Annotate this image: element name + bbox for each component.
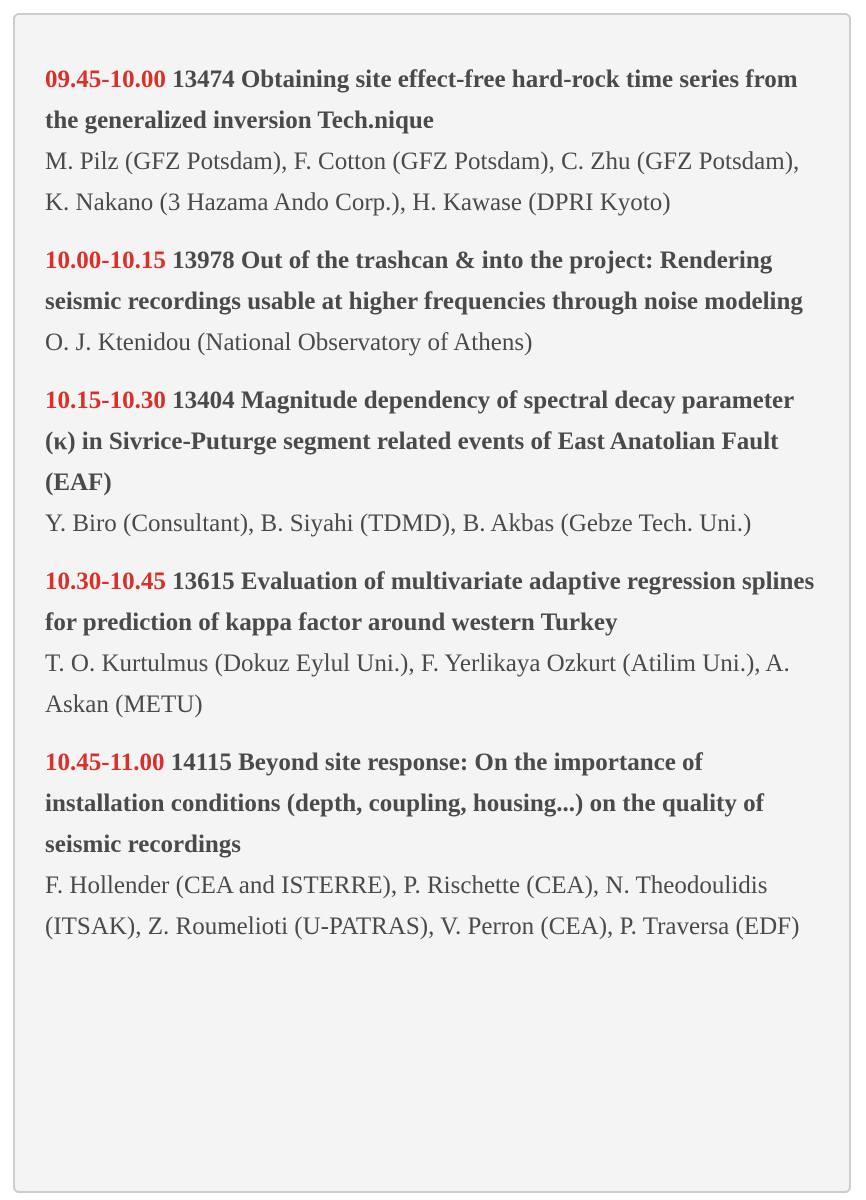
- entry-heading: [45, 561, 819, 643]
- entry-heading: [45, 742, 819, 865]
- entry-time: 10.00-10.15: [45, 247, 166, 274]
- entry-title: Out of the trashcan & into the project: Rendering seismic recordings usable at higher frequencies through noise modeling: [45, 247, 803, 315]
- entry-time: 10.30-10.45: [45, 568, 166, 595]
- entry-authors: O. J. Ktenidou (National Observatory of Athens): [45, 329, 533, 356]
- entry-heading: [45, 380, 819, 503]
- schedule-entry: [45, 59, 819, 223]
- entry-authors: Y. Biro (Consultant), B. Siyahi (TDMD), B. Akbas (Gebze Tech. Uni.): [45, 510, 752, 537]
- entry-title: Beyond site response: On the importance of installation conditions (depth, coupling, housing...) on the quality of seismic recordings: [45, 749, 764, 858]
- schedule-entry: [45, 240, 819, 363]
- entry-authors: T. O. Kurtulmus (Dokuz Eylul Uni.), F. Yerlikaya Ozkurt (Atilim Uni.), A. Askan (METU): [45, 650, 790, 718]
- entry-time: 10.45-11.00: [45, 749, 165, 776]
- entry-title: Evaluation of multivariate adaptive regression splines for prediction of kappa factor around western Turkey: [45, 568, 815, 636]
- entry-id: 13978: [172, 247, 235, 274]
- entry-heading: [45, 240, 819, 322]
- entry-time: 09.45-10.00: [45, 66, 166, 93]
- schedule-entry: [45, 742, 819, 947]
- entry-id: 13474: [172, 66, 235, 93]
- entry-id: 14115: [170, 749, 232, 776]
- entry-heading: [45, 59, 819, 141]
- entry-id: 13615: [172, 568, 235, 595]
- entry-title: Magnitude dependency of spectral decay parameter (κ) in Sivrice-Puturge segment related events of East Anatolian Fault (EAF): [45, 387, 794, 496]
- entry-title: Obtaining site effect-free hard-rock time series from the generalized inversion Tech.nique: [45, 66, 798, 134]
- entry-time: 10.15-10.30: [45, 387, 166, 414]
- entry-id: 13404: [172, 387, 235, 414]
- entry-authors: F. Hollender (CEA and ISTERRE), P. Rischette (CEA), N. Theodoulidis (ITSAK), Z. Roumelioti (U-PATRAS), V. Perron (CEA), P. Traversa (EDF): [45, 872, 800, 940]
- schedule-entry: [45, 561, 819, 725]
- schedule-panel: [13, 13, 851, 1193]
- entry-authors: M. Pilz (GFZ Potsdam), F. Cotton (GFZ Potsdam), C. Zhu (GFZ Potsdam), K. Nakano (3 Hazama Ando Corp.), H. Kawase (DPRI Kyoto): [45, 148, 800, 216]
- schedule-entry: [45, 380, 819, 544]
